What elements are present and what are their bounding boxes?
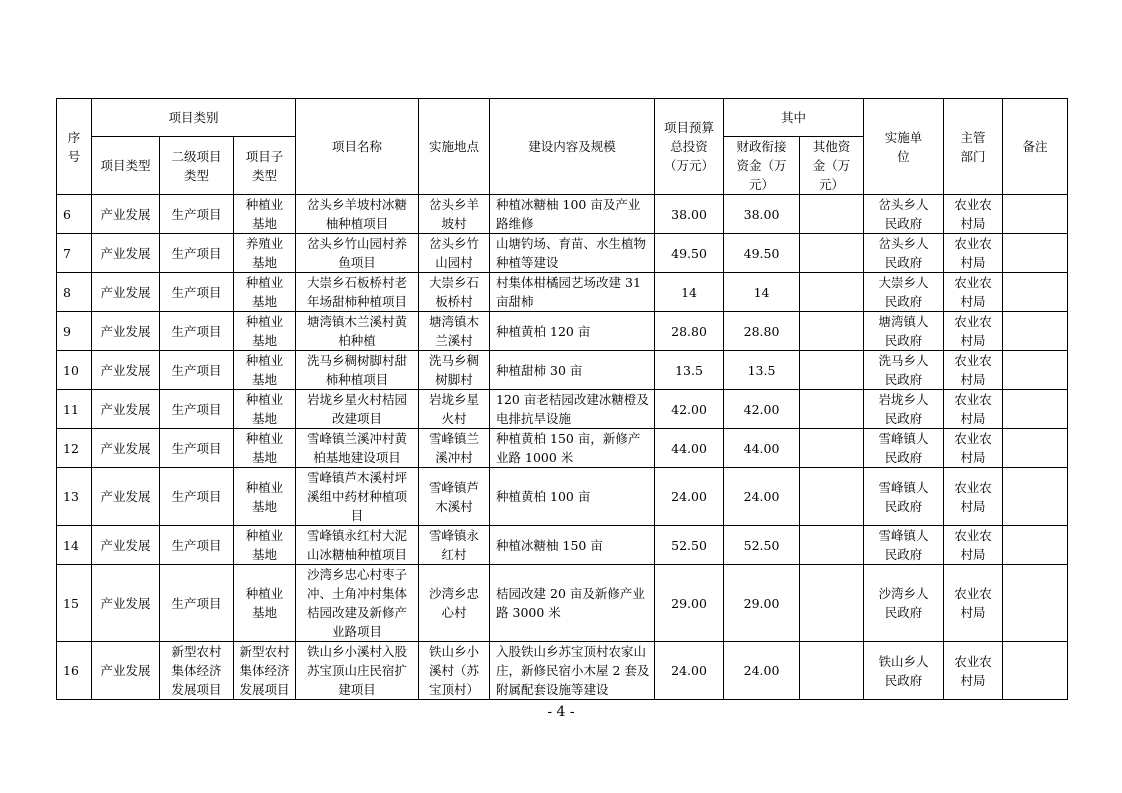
cell-name: 铁山乡小溪村入股苏宝顶山庄民宿扩建项目 bbox=[296, 642, 419, 700]
cell-remark bbox=[1003, 351, 1068, 390]
cell-fiscal: 49.50 bbox=[724, 234, 800, 273]
cell-dept: 农业农村局 bbox=[944, 526, 1003, 565]
cell-sub: 种植业基地 bbox=[234, 429, 296, 468]
cell-sub: 种植业基地 bbox=[234, 526, 296, 565]
cell-unit: 塘湾镇人民政府 bbox=[864, 312, 944, 351]
cell-budget: 14 bbox=[655, 273, 724, 312]
cell-type: 产业发展 bbox=[92, 429, 160, 468]
cell-dept: 农业农村局 bbox=[944, 429, 1003, 468]
cell-dept: 农业农村局 bbox=[944, 273, 1003, 312]
cell-location: 沙湾乡忠心村 bbox=[419, 565, 490, 642]
cell-other bbox=[800, 351, 864, 390]
cell-remark bbox=[1003, 312, 1068, 351]
header-among-group: 其中 bbox=[724, 99, 864, 137]
cell-other bbox=[800, 273, 864, 312]
cell-seq: 11 bbox=[57, 390, 92, 429]
cell-remark bbox=[1003, 195, 1068, 234]
table-row bbox=[57, 565, 1068, 642]
table-row bbox=[57, 234, 1068, 273]
project-table bbox=[56, 98, 1068, 700]
cell-fiscal: 13.5 bbox=[724, 351, 800, 390]
cell-seq: 14 bbox=[57, 526, 92, 565]
cell-secondary: 生产项目 bbox=[160, 234, 234, 273]
cell-type: 产业发展 bbox=[92, 234, 160, 273]
cell-secondary: 新型农村集体经济发展项目 bbox=[160, 642, 234, 700]
table-row bbox=[57, 390, 1068, 429]
cell-remark bbox=[1003, 234, 1068, 273]
cell-type: 产业发展 bbox=[92, 273, 160, 312]
cell-content: 桔园改建 20 亩及新修产业路 3000 米 bbox=[490, 565, 655, 642]
header-unit: 实施单位 bbox=[864, 99, 944, 195]
cell-secondary: 生产项目 bbox=[160, 565, 234, 642]
cell-sub: 种植业基地 bbox=[234, 565, 296, 642]
cell-location: 大崇乡石板桥村 bbox=[419, 273, 490, 312]
cell-location: 洗马乡稠树脚村 bbox=[419, 351, 490, 390]
cell-type: 产业发展 bbox=[92, 390, 160, 429]
cell-location: 雪峰镇芦木溪村 bbox=[419, 468, 490, 526]
cell-seq: 13 bbox=[57, 468, 92, 526]
cell-budget: 13.5 bbox=[655, 351, 724, 390]
cell-content: 120 亩老桔园改建冰糖橙及电排抗旱设施 bbox=[490, 390, 655, 429]
cell-budget: 49.50 bbox=[655, 234, 724, 273]
cell-remark bbox=[1003, 390, 1068, 429]
cell-other bbox=[800, 468, 864, 526]
cell-type: 产业发展 bbox=[92, 195, 160, 234]
cell-fiscal: 44.00 bbox=[724, 429, 800, 468]
cell-type: 产业发展 bbox=[92, 351, 160, 390]
cell-name: 沙湾乡忠心村枣子冲、土角冲村集体桔园改建及新修产业路项目 bbox=[296, 565, 419, 642]
cell-name: 岔头乡竹山园村养鱼项目 bbox=[296, 234, 419, 273]
cell-location: 铁山乡小溪村（苏宝顶村） bbox=[419, 642, 490, 700]
cell-fiscal: 42.00 bbox=[724, 390, 800, 429]
cell-fiscal: 24.00 bbox=[724, 468, 800, 526]
table-row bbox=[57, 429, 1068, 468]
cell-remark bbox=[1003, 273, 1068, 312]
cell-type: 产业发展 bbox=[92, 312, 160, 351]
cell-dept: 农业农村局 bbox=[944, 351, 1003, 390]
cell-content: 种植冰糖柚 150 亩 bbox=[490, 526, 655, 565]
cell-sub: 种植业基地 bbox=[234, 312, 296, 351]
table-row bbox=[57, 526, 1068, 565]
header-remark: 备注 bbox=[1003, 99, 1068, 195]
cell-name: 岔头乡羊坡村冰糖柚种植项目 bbox=[296, 195, 419, 234]
cell-budget: 42.00 bbox=[655, 390, 724, 429]
cell-dept: 农业农村局 bbox=[944, 312, 1003, 351]
cell-type: 产业发展 bbox=[92, 642, 160, 700]
cell-name: 塘湾镇木兰溪村黄柏种植 bbox=[296, 312, 419, 351]
cell-location: 岔头乡羊坡村 bbox=[419, 195, 490, 234]
header-category-group: 项目类别 bbox=[92, 99, 296, 137]
cell-content: 种植甜柿 30 亩 bbox=[490, 351, 655, 390]
cell-name: 雪峰镇永红村大泥山冰糖柚种植项目 bbox=[296, 526, 419, 565]
cell-other bbox=[800, 312, 864, 351]
cell-fiscal: 14 bbox=[724, 273, 800, 312]
table-row bbox=[57, 273, 1068, 312]
cell-unit: 铁山乡人民政府 bbox=[864, 642, 944, 700]
cell-secondary: 生产项目 bbox=[160, 429, 234, 468]
cell-secondary: 生产项目 bbox=[160, 351, 234, 390]
cell-secondary: 生产项目 bbox=[160, 195, 234, 234]
cell-seq: 6 bbox=[57, 195, 92, 234]
cell-name: 大崇乡石板桥村老年场甜柿种植项目 bbox=[296, 273, 419, 312]
cell-sub: 种植业基地 bbox=[234, 351, 296, 390]
cell-secondary: 生产项目 bbox=[160, 390, 234, 429]
cell-content: 山塘钓场、育苗、水生植物种植等建设 bbox=[490, 234, 655, 273]
cell-content: 入股铁山乡苏宝顶村农家山庄，新修民宿小木屋 2 套及附属配套设施等建设 bbox=[490, 642, 655, 700]
cell-unit: 雪峰镇人民政府 bbox=[864, 429, 944, 468]
cell-remark bbox=[1003, 526, 1068, 565]
table-row bbox=[57, 351, 1068, 390]
cell-type: 产业发展 bbox=[92, 526, 160, 565]
cell-budget: 28.80 bbox=[655, 312, 724, 351]
cell-unit: 岩垅乡人民政府 bbox=[864, 390, 944, 429]
cell-budget: 24.00 bbox=[655, 468, 724, 526]
cell-dept: 农业农村局 bbox=[944, 195, 1003, 234]
cell-unit: 沙湾乡人民政府 bbox=[864, 565, 944, 642]
cell-seq: 10 bbox=[57, 351, 92, 390]
cell-sub: 新型农村集体经济发展项目 bbox=[234, 642, 296, 700]
cell-content: 种植黄柏 150 亩，新修产业路 1000 米 bbox=[490, 429, 655, 468]
cell-dept: 农业农村局 bbox=[944, 642, 1003, 700]
cell-location: 岩垅乡星火村 bbox=[419, 390, 490, 429]
cell-other bbox=[800, 526, 864, 565]
header-content: 建设内容及规模 bbox=[490, 99, 655, 195]
header-location: 实施地点 bbox=[419, 99, 490, 195]
cell-other bbox=[800, 642, 864, 700]
cell-content: 村集体柑橘园艺场改建 31 亩甜柿 bbox=[490, 273, 655, 312]
cell-fiscal: 28.80 bbox=[724, 312, 800, 351]
cell-seq: 9 bbox=[57, 312, 92, 351]
cell-sub: 养殖业基地 bbox=[234, 234, 296, 273]
cell-name: 雪峰镇兰溪冲村黄柏基地建设项目 bbox=[296, 429, 419, 468]
header-budget: 项目预算总投资（万元） bbox=[655, 99, 724, 195]
cell-other bbox=[800, 195, 864, 234]
header-dept: 主管部门 bbox=[944, 99, 1003, 195]
cell-name: 岩垅乡星火村桔园改建项目 bbox=[296, 390, 419, 429]
cell-sub: 种植业基地 bbox=[234, 390, 296, 429]
cell-secondary: 生产项目 bbox=[160, 526, 234, 565]
cell-fiscal: 24.00 bbox=[724, 642, 800, 700]
cell-fiscal: 29.00 bbox=[724, 565, 800, 642]
cell-unit: 大崇乡人民政府 bbox=[864, 273, 944, 312]
cell-content: 种植冰糖柚 100 亩及产业路维修 bbox=[490, 195, 655, 234]
header-secondary-type: 二级项目类型 bbox=[160, 137, 234, 195]
cell-secondary: 生产项目 bbox=[160, 273, 234, 312]
header-other: 其他资金（万元） bbox=[800, 137, 864, 195]
header-seq: 序号 bbox=[57, 99, 92, 195]
table-row bbox=[57, 642, 1068, 700]
cell-dept: 农业农村局 bbox=[944, 234, 1003, 273]
header-fiscal: 财政衔接资金（万元） bbox=[724, 137, 800, 195]
cell-fiscal: 38.00 bbox=[724, 195, 800, 234]
cell-location: 岔头乡竹山园村 bbox=[419, 234, 490, 273]
cell-seq: 8 bbox=[57, 273, 92, 312]
cell-remark bbox=[1003, 429, 1068, 468]
table-row bbox=[57, 468, 1068, 526]
cell-seq: 16 bbox=[57, 642, 92, 700]
cell-dept: 农业农村局 bbox=[944, 468, 1003, 526]
cell-seq: 7 bbox=[57, 234, 92, 273]
cell-type: 产业发展 bbox=[92, 468, 160, 526]
cell-seq: 12 bbox=[57, 429, 92, 468]
cell-other bbox=[800, 234, 864, 273]
cell-fiscal: 52.50 bbox=[724, 526, 800, 565]
cell-secondary: 生产项目 bbox=[160, 468, 234, 526]
cell-unit: 雪峰镇人民政府 bbox=[864, 526, 944, 565]
cell-location: 雪峰镇兰溪冲村 bbox=[419, 429, 490, 468]
cell-dept: 农业农村局 bbox=[944, 565, 1003, 642]
cell-remark bbox=[1003, 468, 1068, 526]
cell-remark bbox=[1003, 565, 1068, 642]
cell-sub: 种植业基地 bbox=[234, 468, 296, 526]
cell-unit: 岔头乡人民政府 bbox=[864, 195, 944, 234]
cell-type: 产业发展 bbox=[92, 565, 160, 642]
cell-budget: 52.50 bbox=[655, 526, 724, 565]
cell-other bbox=[800, 565, 864, 642]
cell-location: 雪峰镇永红村 bbox=[419, 526, 490, 565]
cell-other bbox=[800, 429, 864, 468]
cell-budget: 29.00 bbox=[655, 565, 724, 642]
cell-unit: 雪峰镇人民政府 bbox=[864, 468, 944, 526]
cell-unit: 洗马乡人民政府 bbox=[864, 351, 944, 390]
cell-name: 雪峰镇芦木溪村坪溪组中药材种植项目 bbox=[296, 468, 419, 526]
cell-budget: 24.00 bbox=[655, 642, 724, 700]
cell-seq: 15 bbox=[57, 565, 92, 642]
cell-content: 种植黄柏 120 亩 bbox=[490, 312, 655, 351]
table-row bbox=[57, 195, 1068, 234]
cell-budget: 38.00 bbox=[655, 195, 724, 234]
cell-other bbox=[800, 390, 864, 429]
header-project-type: 项目类型 bbox=[92, 137, 160, 195]
header-sub-type: 项目子类型 bbox=[234, 137, 296, 195]
cell-location: 塘湾镇木兰溪村 bbox=[419, 312, 490, 351]
cell-unit: 岔头乡人民政府 bbox=[864, 234, 944, 273]
header-project-name: 项目名称 bbox=[296, 99, 419, 195]
cell-sub: 种植业基地 bbox=[234, 273, 296, 312]
cell-content: 种植黄柏 100 亩 bbox=[490, 468, 655, 526]
cell-name: 洗马乡稠树脚村甜柿种植项目 bbox=[296, 351, 419, 390]
cell-dept: 农业农村局 bbox=[944, 390, 1003, 429]
cell-sub: 种植业基地 bbox=[234, 195, 296, 234]
cell-budget: 44.00 bbox=[655, 429, 724, 468]
cell-secondary: 生产项目 bbox=[160, 312, 234, 351]
page-number: - 4 - bbox=[547, 704, 575, 720]
cell-remark bbox=[1003, 642, 1068, 700]
table-row bbox=[57, 312, 1068, 351]
